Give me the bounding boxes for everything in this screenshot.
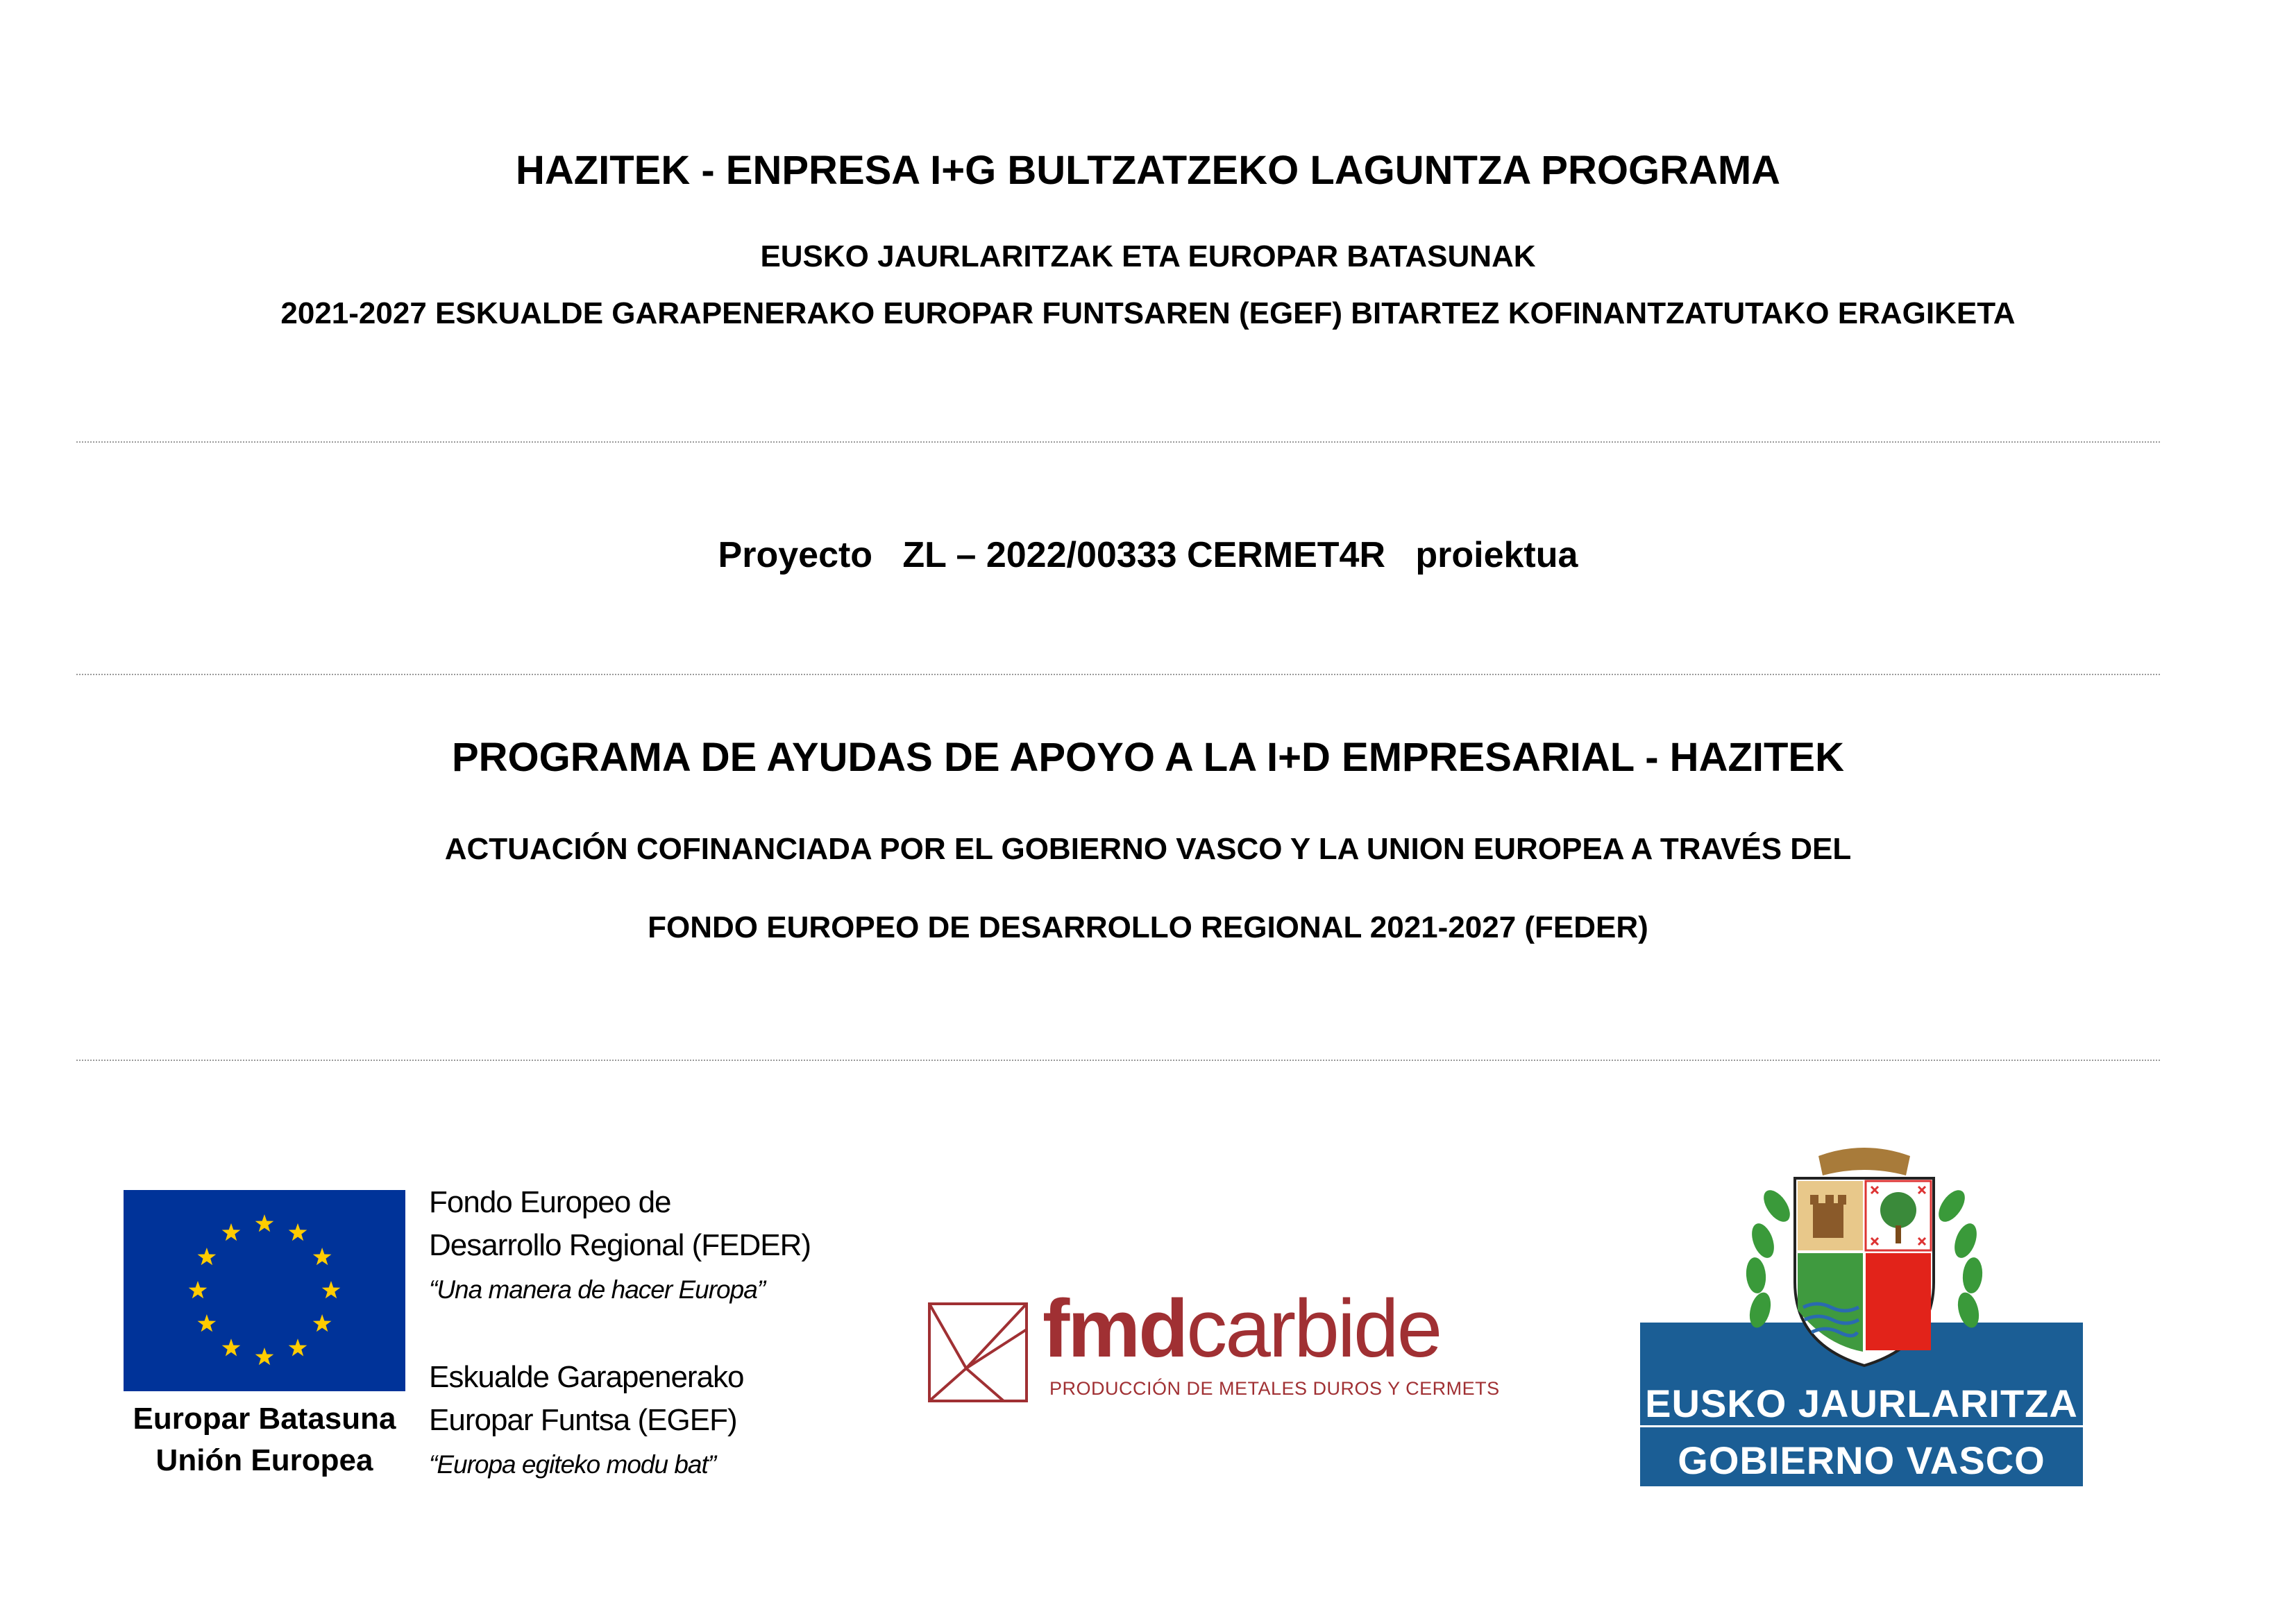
egef-name-line-1: Eskualde Garapenerako — [429, 1360, 744, 1394]
title-spanish: PROGRAMA DE AYUDAS DE APOYO A LA I+D EMPRESARIAL - HAZITEK — [451, 735, 1844, 780]
project-code: ZL – 2022/00333 CERMET4R — [902, 535, 1386, 575]
basque-coat-of-arms-icon — [1735, 1144, 1993, 1368]
title-basque: HAZITEK - ENPRESA I+G BULTZATZEKO LAGUNTZA PROGRAMA — [515, 148, 1781, 193]
eu-flag-logo — [124, 1190, 405, 1391]
eu-name-basque: Europar Batasuna — [133, 1402, 396, 1436]
egef-motto: “Europa egiteko modu bat” — [429, 1450, 716, 1479]
egef-name-line-2: Europar Funtsa (EGEF) — [429, 1403, 737, 1437]
fmd-carbide-tagline: PRODUCCIÓN DE METALES DUROS Y CERMETS — [1049, 1378, 1500, 1399]
project-suffix: proiektua — [1415, 535, 1578, 575]
subtitle-basque-1: EUSKO JAURLARITZAK ETA EUROPAR BATASUNAK — [760, 239, 1536, 273]
cofinancing-line-1: ACTUACIÓN COFINANCIADA POR EL GOBIERNO VASCO Y LA UNION EUROPEA A TRAVÉS DEL — [444, 832, 1852, 866]
eu-name-spanish: Unión Europea — [155, 1443, 373, 1477]
fmd-carbide-icon — [927, 1302, 1029, 1403]
project-prefix: Proyecto — [718, 535, 873, 575]
dotted-separator — [76, 1060, 2160, 1061]
basque-government-name-spanish: GOBIERNO VASCO — [1678, 1438, 2045, 1482]
feder-motto: “Una manera de hacer Europa” — [429, 1275, 766, 1304]
project-line — [0, 534, 2296, 576]
fmd-carbide-wordmark: fmdcarbide — [1043, 1283, 1441, 1375]
feder-name-line-2: Desarrollo Regional (FEDER) — [429, 1228, 811, 1262]
dotted-separator — [76, 441, 2160, 443]
feder-name-line-1: Fondo Europeo de — [429, 1185, 671, 1219]
cofinancing-line-2: FONDO EUROPEO DE DESARROLLO REGIONAL 2021-2027 (FEDER) — [648, 910, 1648, 944]
subtitle-basque-2: 2021-2027 ESKUALDE GARAPENERAKO EUROPAR FUNTSAREN (EGEF) BITARTEZ KOFINANTZATUTAKO ERAGIKETA — [280, 296, 2016, 330]
basque-government-name-basque: EUSKO JAURLARITZA — [1645, 1382, 2078, 1425]
dotted-separator — [76, 674, 2160, 675]
